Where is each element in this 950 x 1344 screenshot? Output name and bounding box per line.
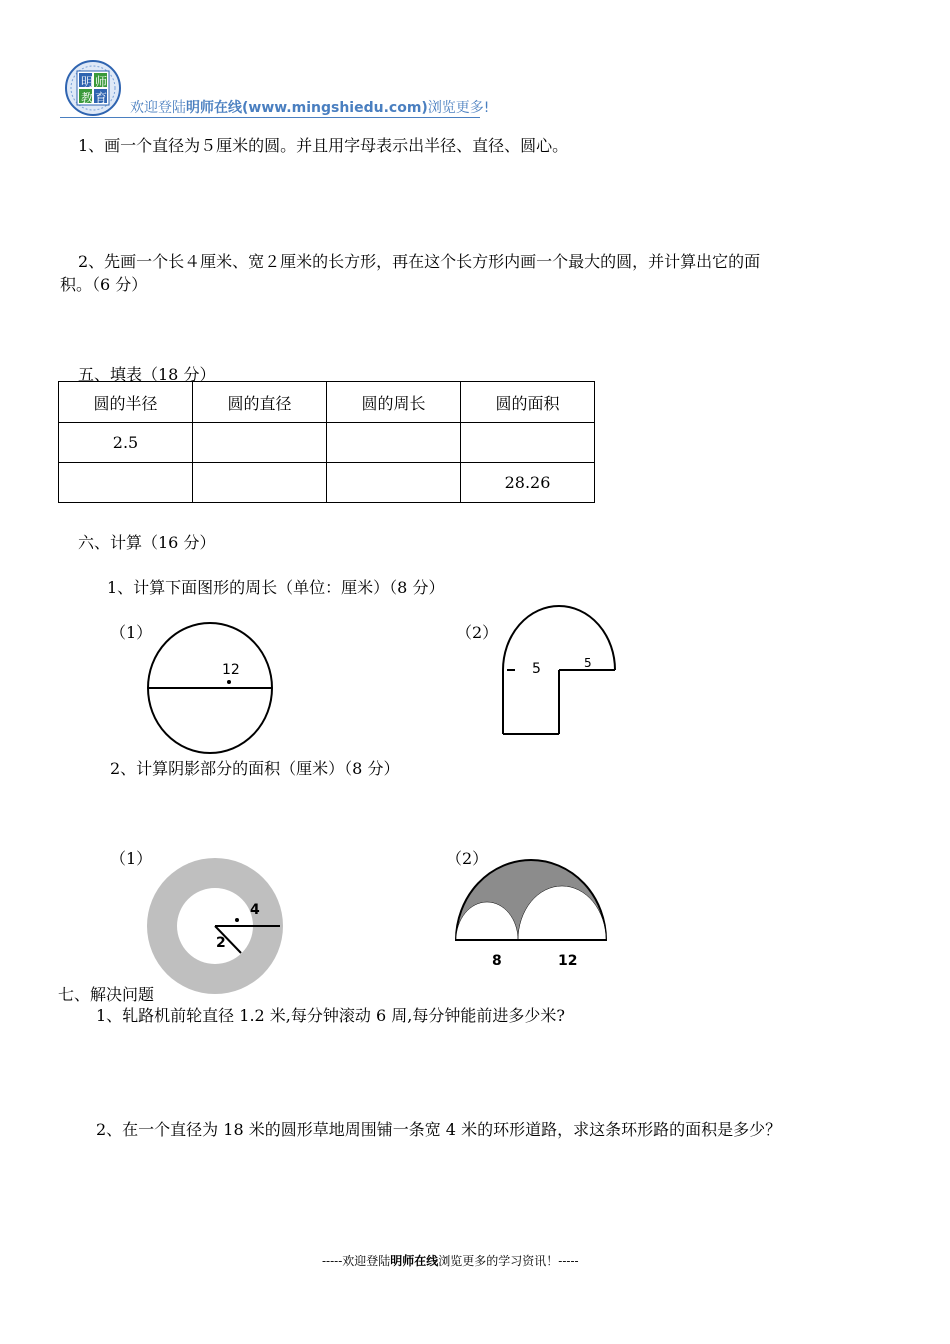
fig-area-ring-outer-value: 4 (250, 902, 260, 918)
logo (60, 60, 126, 116)
table-cell (327, 423, 461, 463)
table-cell: 28.26 (461, 463, 595, 503)
fig-perimeter-composite-value-b: 5 (584, 656, 592, 670)
header-text-post: 浏览更多! (427, 100, 490, 116)
section-7-question-1: 1、轧路机前轮直径 1.2 米,每分钟滚动 6 周,每分钟能前进多少米? (96, 1006, 565, 1025)
table-cell (193, 423, 327, 463)
question-2-line1: 2、先画一个长４厘米、宽２厘米的长方形，再在这个长方形内画一个最大的圆，并计算出它的面 (78, 252, 761, 271)
fig-area-ring (145, 850, 285, 1002)
table-header-cell: 圆的直径 (193, 382, 327, 423)
section-6-title: 六、计算（16 分） (78, 533, 216, 552)
section-5-title: 五、填表（18 分） (78, 365, 216, 384)
fig-perimeter-2-label: （2） (456, 623, 499, 642)
table-header-cell: 圆的周长 (327, 382, 461, 423)
question-1: 1、画一个直径为５厘米的圆。并且用字母表示出半径、直径、圆心。 (78, 136, 569, 155)
fig-area-2-label: （2） (446, 849, 489, 868)
header-banner-text (130, 97, 489, 117)
logo-text-bottom: 教育 (81, 91, 110, 105)
header-text-bold: 明师在线 (186, 100, 242, 116)
table-cell (193, 463, 327, 503)
table-header-cell: 圆的面积 (461, 382, 595, 423)
fig-perimeter-composite-value-a: 5 (532, 661, 541, 677)
table-row (59, 463, 595, 503)
fig-area-semicircles (450, 852, 612, 972)
header-text-pre: 欢迎登陆 (130, 100, 186, 116)
table-cell: 2.5 (59, 423, 193, 463)
page-footer (322, 1252, 579, 1269)
section-7-title: 七、解决问题 (58, 985, 155, 1004)
header-text-url: (www.mingshiedu.com) (242, 100, 428, 116)
table-cell (59, 463, 193, 503)
table-cell (327, 463, 461, 503)
fig-perimeter-circle (140, 612, 285, 762)
logo-text-top: 明师 (81, 75, 110, 89)
table-cell (461, 423, 595, 463)
header-rule (60, 117, 480, 118)
fill-table (58, 381, 595, 503)
footer-bold: 明师在线 (390, 1254, 439, 1268)
section-7-question-2: 2、在一个直径为 18 米的圆形草地周围铺一条宽 4 米的环形道路，求这条环形路的面积是多少？ (96, 1120, 782, 1139)
fig-perimeter-1-label: （1） (110, 623, 153, 642)
table-row (59, 423, 595, 463)
footer-post: 浏览更多的学习资讯！----- (438, 1254, 579, 1268)
table-header-row (59, 382, 595, 423)
fig-perimeter-composite (495, 598, 625, 740)
fig-area-1-label: （1） (110, 849, 153, 868)
fig-perimeter-circle-value: 12 (222, 662, 240, 678)
fig-area-semicircles-left-value: 8 (492, 953, 502, 969)
table-header-cell: 圆的半径 (59, 382, 193, 423)
section-6-sub2: 2、计算阴影部分的面积（厘米）（8 分） (110, 759, 400, 778)
fig-area-ring-inner-value: 2 (216, 935, 226, 951)
question-2-line2: 积。（6 分） (60, 275, 148, 294)
section-6-sub1: 1、计算下面图形的周长（单位：厘米）（8 分） (107, 578, 445, 597)
footer-pre: -----欢迎登陆 (322, 1254, 391, 1268)
fig-area-semicircles-right-value: 12 (558, 953, 578, 969)
